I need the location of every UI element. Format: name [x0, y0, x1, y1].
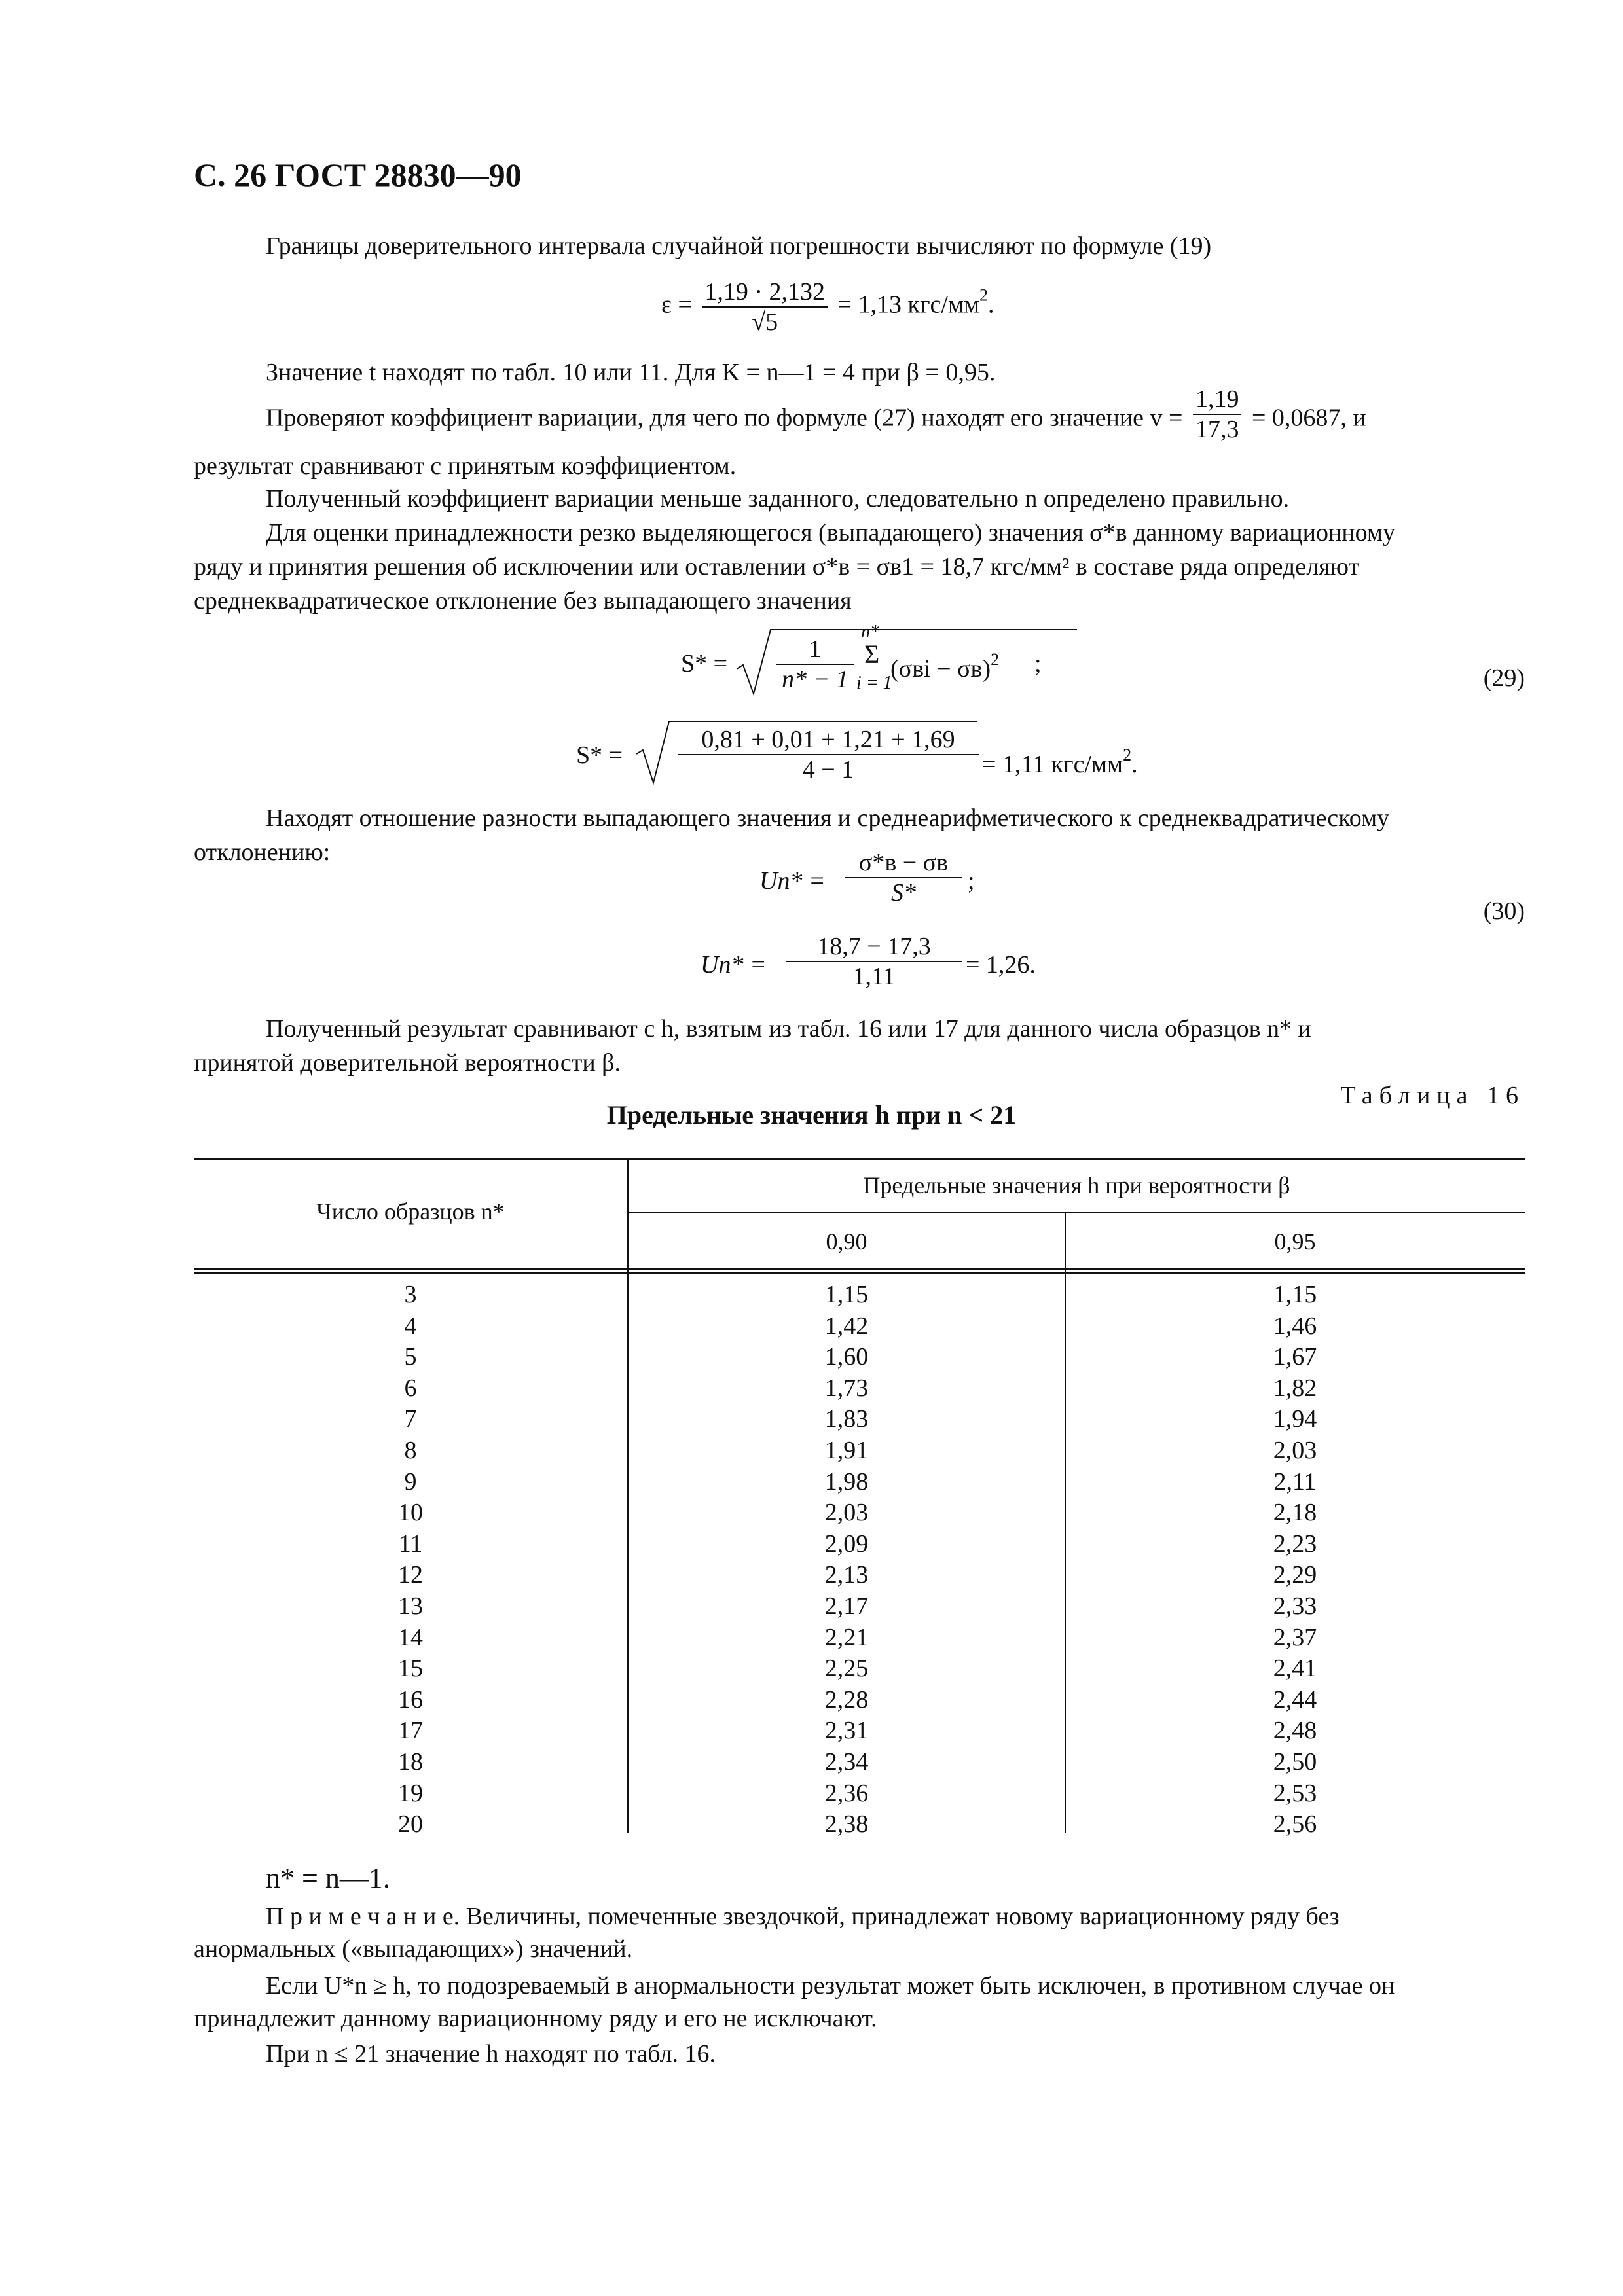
- paragraph-7-line-2: принятой доверительной вероятности β.: [194, 1049, 621, 1077]
- table-row: [194, 1654, 1525, 1685]
- cell-sample-count: 5: [404, 1343, 417, 1371]
- col-header-samples: Число образцов n*: [316, 1198, 505, 1225]
- paragraph-5-line-2: ряду и принятия решения об исключении или оставлении σ*в = σв1 = 18,7 кгс/мм² в составе ряда определяют: [194, 553, 1360, 581]
- table-header-rule-1: [194, 1268, 1525, 1270]
- cell-h-090: 1,98: [824, 1467, 869, 1496]
- eq29b-lhs: S* =: [576, 742, 623, 769]
- eq1-denominator: √5: [752, 308, 778, 336]
- paragraph-4: Полученный коэффициент вариации меньше заданного, следовательно n определено правильно.: [266, 485, 1290, 512]
- cell-h-095: 2,11: [1273, 1467, 1317, 1496]
- eq30-den: S*: [891, 879, 916, 906]
- table-row: [194, 1312, 1525, 1343]
- paragraph-6-line-2: отклонению:: [194, 838, 331, 866]
- eq29b-rhs-end: .: [1131, 751, 1138, 778]
- paragraph-5-line-3: среднеквадратическое отклонение без выпадающего значения: [194, 587, 852, 615]
- eq1-lhs: ε =: [661, 291, 692, 319]
- paragraph-8-line-1: Если U*n ≥ h, то подозреваемый в анормальности результат может быть исключен, в противном случае он: [266, 1972, 1395, 2000]
- eq1-rhs-end: .: [988, 291, 994, 319]
- table-row: [194, 1716, 1525, 1748]
- equation-number-29: (29): [1483, 664, 1525, 692]
- equation-29: [681, 622, 1074, 707]
- eq30-lhs: Un* =: [759, 867, 826, 895]
- eq29-sum-top: n*: [861, 622, 879, 642]
- cell-h-090: 2,21: [824, 1623, 869, 1651]
- cell-h-095: 1,94: [1273, 1405, 1317, 1433]
- eq29-term-text: (σвi − σв): [890, 655, 991, 683]
- eq1-rhs-exp: 2: [979, 285, 989, 305]
- p3-fraction: [1193, 385, 1242, 444]
- cell-h-095: 2,33: [1273, 1592, 1317, 1620]
- col-header-095: 0,95: [1274, 1229, 1316, 1255]
- equation-30: [759, 844, 1021, 916]
- table-row: [194, 1530, 1525, 1561]
- cell-sample-count: 10: [398, 1499, 423, 1527]
- cell-sample-count: 7: [404, 1405, 417, 1433]
- cell-h-095: 1,82: [1273, 1374, 1317, 1402]
- cell-h-090: 1,73: [824, 1374, 869, 1402]
- table-row: [194, 1374, 1525, 1405]
- eq29b-fraction: [678, 725, 979, 784]
- eq29-frac-den: n* − 1: [782, 666, 848, 693]
- cell-sample-count: 19: [398, 1779, 423, 1807]
- table-row: [194, 1779, 1525, 1810]
- eq29-frac-num: 1: [776, 635, 854, 665]
- cell-h-095: 2,37: [1273, 1623, 1317, 1651]
- paragraph-5-line-1: Для оценки принадлежности резко выделяющегося (выпадающего) значения σ*в данному вариационному: [266, 519, 1395, 547]
- eq1-numerator: 1,19 · 2,132: [702, 278, 828, 308]
- eq30-end: ;: [968, 867, 975, 895]
- table-title: Предельные значения h при n < 21: [606, 1100, 1017, 1130]
- eq29b-rhs-text: = 1,11 кгс/мм: [982, 751, 1123, 778]
- note-line-2: анормальных («выпадающих») значений.: [194, 1935, 633, 1963]
- p3-text-b: = 0,0687, и: [1251, 404, 1366, 432]
- eq1-fraction: [702, 278, 828, 336]
- table-header-rule-2: [194, 1272, 1525, 1274]
- cell-sample-count: 9: [404, 1467, 417, 1496]
- cell-sample-count: 16: [398, 1685, 423, 1713]
- eq29b-rhs-exp: 2: [1123, 745, 1132, 764]
- eq29-end: ;: [1034, 650, 1042, 677]
- cell-sample-count: 6: [404, 1374, 417, 1402]
- table-row: [194, 1498, 1525, 1530]
- cell-sample-count: 20: [398, 1810, 423, 1839]
- table-row: [194, 1436, 1525, 1467]
- table-row: [194, 1405, 1525, 1436]
- paragraph-7-line-1: Полученный результат сравнивают с h, взятым из табл. 16 или 17 для данного числа образцов n* и: [266, 1015, 1311, 1043]
- eq29-term: [890, 644, 999, 685]
- paragraph-1: Границы доверительного интервала случайной погрешности вычисляют по формуле (19): [266, 232, 1212, 260]
- cell-h-095: 2,23: [1273, 1530, 1317, 1558]
- eq30-fraction: [845, 848, 962, 907]
- cell-sample-count: 12: [398, 1561, 423, 1589]
- eq29-sum-symbol: Σ: [864, 639, 880, 669]
- eq29-lhs: S* =: [681, 650, 728, 677]
- cell-h-090: 2,25: [824, 1655, 869, 1683]
- cell-h-095: 1,46: [1273, 1312, 1317, 1340]
- cell-sample-count: 14: [398, 1623, 423, 1651]
- paragraph-9: При n ≤ 21 значение h находят по табл. 16.: [266, 2040, 716, 2068]
- eq1-rhs: = 1,13 кгс/мм: [837, 291, 980, 319]
- footnote-n-star: n* = n—1.: [266, 1862, 390, 1894]
- cell-h-090: 1,91: [824, 1437, 869, 1464]
- eq29b-num: 0,81 + 0,01 + 1,21 + 1,69: [678, 725, 979, 755]
- paragraph-8-line-2: принадлежит данному вариационному ряду и его не исключают.: [194, 2005, 877, 2032]
- cell-sample-count: 17: [398, 1717, 423, 1745]
- table-row: [194, 1810, 1525, 1841]
- cell-h-095: 2,50: [1273, 1748, 1317, 1776]
- cell-sample-count: 13: [398, 1592, 423, 1620]
- table-row: [194, 1748, 1525, 1779]
- table-row: [194, 1342, 1525, 1374]
- cell-sample-count: 4: [404, 1312, 417, 1340]
- cell-h-095: 2,56: [1273, 1810, 1317, 1839]
- cell-h-090: 2,31: [824, 1717, 869, 1745]
- cell-h-095: 2,29: [1273, 1561, 1317, 1589]
- paragraph-3-cont: результат сравнивают с принятым коэффициентом.: [194, 452, 737, 480]
- table-top-rule: [194, 1158, 1525, 1160]
- cell-h-090: 2,03: [824, 1499, 869, 1527]
- equation-number-30: (30): [1483, 897, 1525, 925]
- eq29-term-exp: 2: [991, 650, 1000, 669]
- p3-denominator: 17,3: [1195, 416, 1239, 443]
- page-header: С. 26 ГОСТ 28830—90: [194, 156, 522, 193]
- cell-h-095: 1,67: [1273, 1343, 1317, 1371]
- cell-h-095: 2,03: [1273, 1437, 1317, 1464]
- table-row: [194, 1685, 1525, 1717]
- eq29-fraction: [776, 635, 854, 694]
- cell-sample-count: 8: [404, 1437, 417, 1464]
- eq30b-fraction: [786, 932, 962, 991]
- limit-values-table: [194, 1158, 1525, 1839]
- table-row: [194, 1623, 1525, 1655]
- table-row: [194, 1467, 1525, 1499]
- table-group-rule: [627, 1212, 1525, 1213]
- table-row: [194, 1280, 1525, 1312]
- cell-h-095: 2,41: [1273, 1655, 1317, 1683]
- cell-h-090: 1,15: [824, 1281, 869, 1308]
- paragraph-3: [266, 386, 1525, 449]
- p3-numerator: 1,19: [1193, 385, 1242, 415]
- cell-h-090: 1,60: [824, 1343, 869, 1371]
- eq30b-lhs: Un* =: [701, 951, 767, 978]
- eq29b-den: 4 − 1: [802, 756, 854, 783]
- cell-sample-count: 15: [398, 1655, 423, 1683]
- cell-sample-count: 11: [398, 1530, 423, 1558]
- table-row: [194, 1592, 1525, 1623]
- cell-h-095: 2,44: [1273, 1685, 1317, 1713]
- col-header-090: 0,90: [826, 1229, 867, 1255]
- cell-h-090: 2,34: [824, 1748, 869, 1776]
- equation-30-evaluated: [701, 929, 1093, 1001]
- eq29b-rhs: [982, 740, 1138, 780]
- eq30b-den: 1,11: [852, 963, 896, 990]
- cell-h-095: 1,15: [1273, 1281, 1317, 1308]
- cell-h-095: 2,18: [1273, 1499, 1317, 1527]
- group-header-limits: Предельные значения h при вероятности β: [863, 1172, 1290, 1198]
- cell-sample-count: 3: [404, 1281, 417, 1308]
- cell-h-090: 2,13: [824, 1561, 869, 1589]
- cell-sample-count: 18: [398, 1748, 423, 1776]
- cell-h-090: 2,28: [824, 1685, 869, 1713]
- p3-text-a: Проверяют коэффициент вариации, для чего по формуле (27) находят его значение v =: [266, 404, 1183, 432]
- cell-h-090: 2,17: [824, 1592, 869, 1620]
- cell-h-090: 1,42: [824, 1312, 869, 1340]
- note-line-1: П р и м е ч а н и е. Величины, помеченные звездочкой, принадлежат новому вариационному ряду без: [266, 1903, 1340, 1930]
- equation-epsilon: [661, 278, 994, 350]
- table-row: [194, 1560, 1525, 1592]
- table-label: Таблица 16: [1340, 1082, 1525, 1109]
- eq30-num: σ*в − σв: [845, 848, 962, 878]
- eq29-sum-bottom: i = 1: [856, 673, 892, 693]
- eq30b-num: 18,7 − 17,3: [786, 932, 962, 962]
- cell-h-090: 2,36: [824, 1779, 869, 1807]
- cell-h-095: 2,48: [1273, 1717, 1317, 1745]
- cell-h-090: 2,38: [824, 1810, 869, 1839]
- cell-h-090: 2,09: [824, 1530, 869, 1558]
- eq30b-rhs: = 1,26.: [966, 951, 1036, 978]
- cell-h-090: 1,83: [824, 1405, 869, 1433]
- equation-29-evaluated: [576, 720, 1165, 792]
- paragraph-6-line-1: Находят отношение разности выпадающего значения и среднеарифметического к среднеквадратическому: [266, 804, 1390, 832]
- paragraph-2: Значение t находят по табл. 10 или 11. Для K = n—1 = 4 при β = 0,95.: [266, 359, 996, 386]
- cell-h-095: 2,53: [1273, 1779, 1317, 1807]
